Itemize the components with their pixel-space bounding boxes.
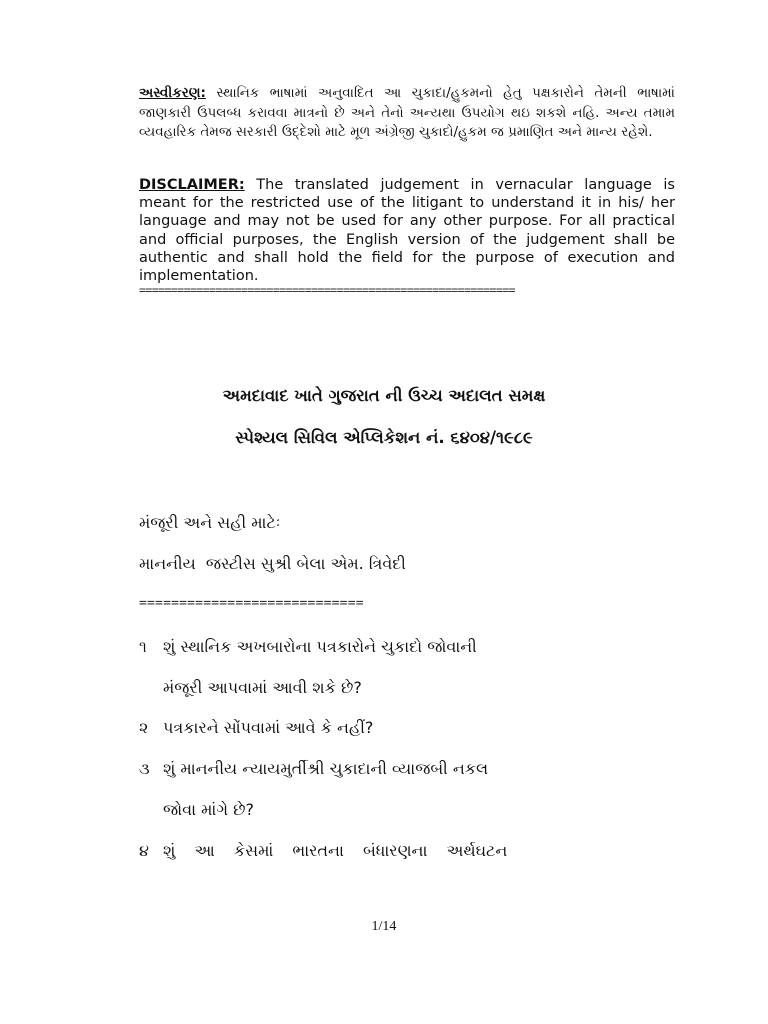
question-number: ૨ bbox=[139, 718, 149, 737]
separator-mid: ============================ bbox=[139, 596, 364, 611]
question-4 bbox=[139, 841, 507, 861]
case-title: સ્પેશ્યલ સિવિલ એપ્લિકેશન નં. ૬૪૦૪/૧૯૮૯ bbox=[235, 428, 533, 447]
court-heading: અમદાવાદ ખાતે ગુજરાત ની ઉચ્ચ અદાલત સમક્ષ bbox=[222, 386, 546, 405]
question-number: ૧ bbox=[139, 637, 147, 656]
disclaimer-english-text: The translated judgement in vernacular language is meant for the restricted use of the litigant to understand it in his/ her language and may not be used for any other purpose. For all practical and official purposes, the English version of the judgement shall be authentic and shall hold the field for the purpose of execution and implementation. bbox=[139, 177, 675, 285]
disclaimer-gujarati-text: સ્થાનિક ભાષામાં અનુવાદિત આ ચુકાદા/હુકમનો હેતુ પક્ષકારોને તેમની ભાષામાં જાણકારી ઉપલબ્ધ કરાવવા માત્રનો છે અને તેનો અન્યથા ઉપયોગ થઇ શકશે નહિ. અન્ય તમામ વ્યવહારિક તેમજ સરકારી ઉદ્દેશો માટે મૂળ અંગ્રેજી ચુકાદો/હુકમ જ પ્રમાણિત અને માન્ય રહેશે. bbox=[139, 85, 675, 140]
question-3 bbox=[139, 759, 488, 779]
page-number: 1/14 bbox=[371, 919, 397, 934]
question-text: પત્રકારને સોંપવામાં આવે કે નહીં? bbox=[163, 718, 374, 737]
disclaimer-gujarati-label: અસ્વીકરણ: bbox=[139, 85, 206, 101]
question-number: ૩ bbox=[139, 759, 150, 778]
judge-name: માનનીય જસ્ટીસ સુશ્રી બેલા એમ. ત્રિવેદી bbox=[139, 554, 406, 573]
disclaimer-english-label: DISCLAIMER: bbox=[139, 177, 245, 193]
question-1 bbox=[139, 637, 477, 657]
question-number: ૪ bbox=[139, 841, 149, 860]
question-text: શું આ કેસમાં ભારતના બંધારણના અર્થઘટન bbox=[163, 841, 508, 860]
question-3-continuation: જોવા માંગે છે? bbox=[163, 800, 254, 819]
separator-top: =========================================================== bbox=[139, 283, 516, 297]
disclaimer-english bbox=[139, 176, 675, 285]
question-1-continuation: મંજૂરી આપવામાં આવી શકે છે? bbox=[163, 678, 362, 697]
question-2 bbox=[139, 718, 373, 738]
question-text: શું સ્થાનિક અખબારોના પત્રકારોને ચુકાદો જોવાની bbox=[163, 637, 477, 656]
disclaimer-gujarati bbox=[139, 84, 675, 143]
approval-label: મંજૂરી અને સહી માટેઃ bbox=[139, 513, 281, 532]
question-text: શું માનનીય ન્યાયમુર્તીશ્રી ચુકાદાની વ્યાજબી નકલ bbox=[163, 759, 489, 778]
